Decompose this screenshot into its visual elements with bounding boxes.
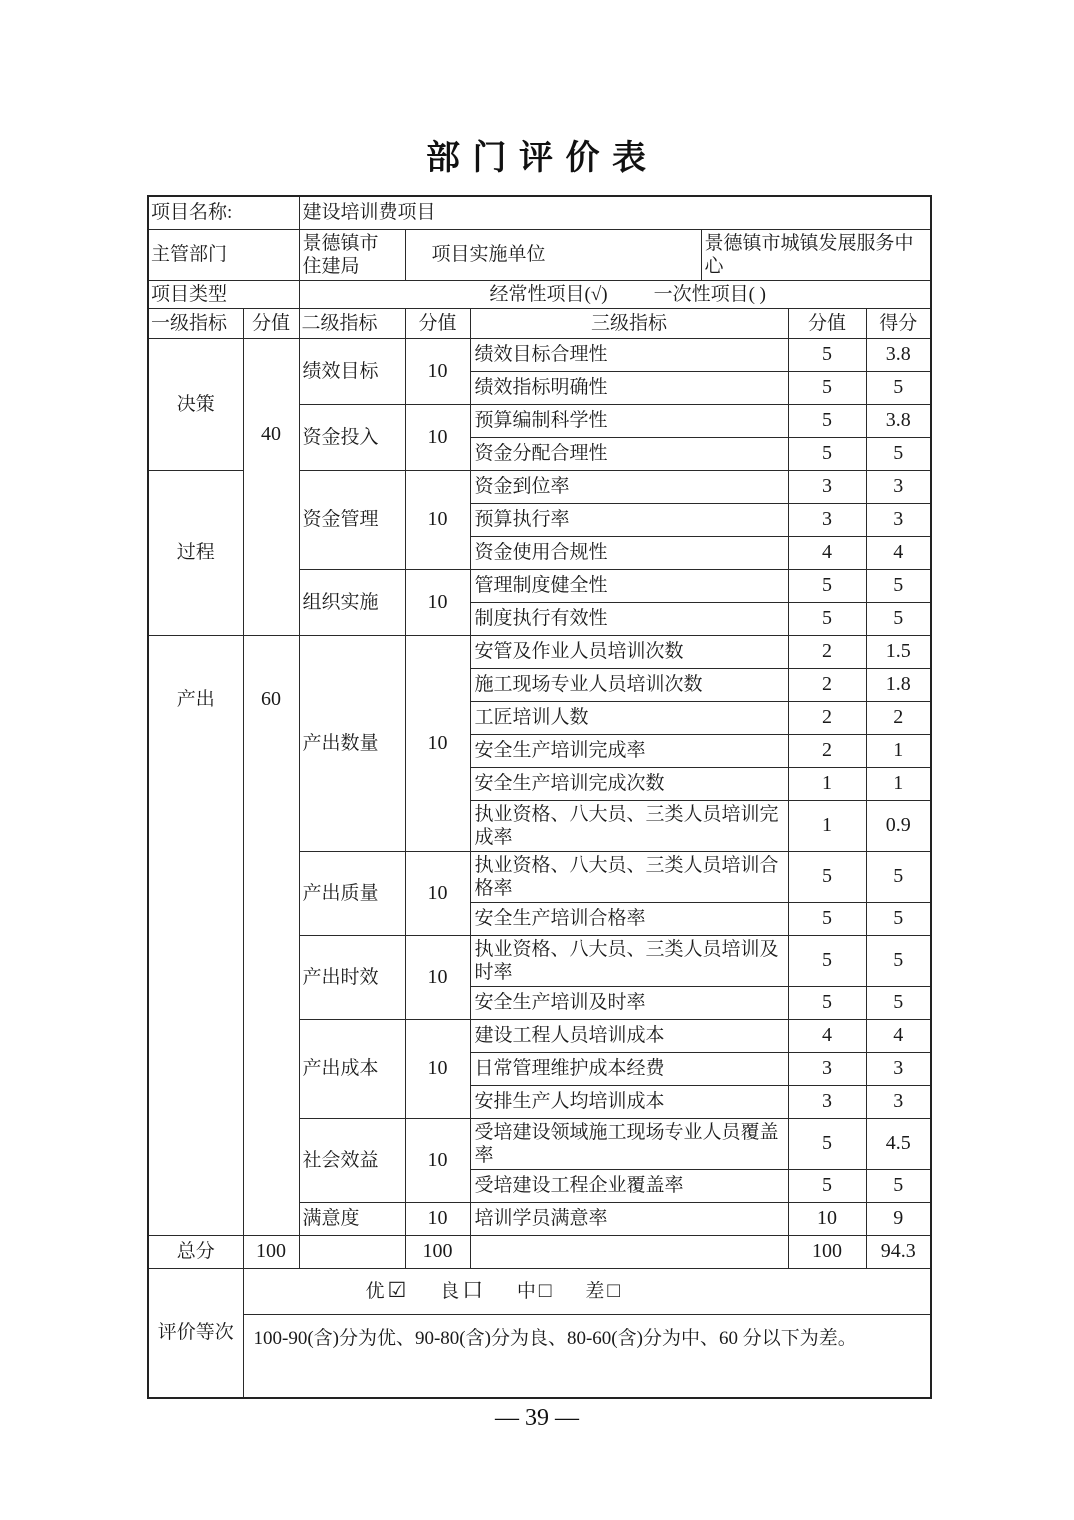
level2-cell: 社会效益 bbox=[299, 1118, 405, 1202]
indicator-name: 执业资格、八大员、三类人员培训完成率 bbox=[470, 800, 788, 851]
indicator-earned: 4 bbox=[866, 1019, 931, 1052]
rating-option-excellent bbox=[365, 1278, 407, 1302]
total-score2: 100 bbox=[405, 1235, 470, 1268]
col-header-level2: 二级指标 bbox=[299, 308, 405, 338]
project-type-label: 项目类型 bbox=[148, 280, 299, 308]
col-header-score1: 分值 bbox=[243, 308, 299, 338]
level2-cell: 资金管理 bbox=[299, 470, 405, 569]
indicator-score: 5 bbox=[788, 986, 866, 1019]
empty-checkbox-icon: 口 bbox=[462, 1278, 484, 1302]
rating-grade: 良 bbox=[440, 1281, 460, 1302]
indicator-name: 安管及作业人员培训次数 bbox=[470, 635, 788, 668]
indicator-earned: 5 bbox=[866, 437, 931, 470]
rating-grade: 差 bbox=[585, 1281, 605, 1302]
indicator-score: 2 bbox=[788, 734, 866, 767]
level2-score: 10 bbox=[405, 1118, 470, 1202]
indicator-earned: 4.5 bbox=[866, 1118, 931, 1169]
department-row bbox=[148, 229, 931, 280]
indicator-name: 执业资格、八大员、三类人员培训合格率 bbox=[470, 851, 788, 902]
page-number: — 39 — bbox=[495, 1405, 579, 1431]
level2-cell: 产出时效 bbox=[299, 935, 405, 1019]
indicator-score: 4 bbox=[788, 536, 866, 569]
total-empty-cell bbox=[299, 1235, 405, 1268]
indicator-earned: 1.5 bbox=[866, 635, 931, 668]
indicator-name: 预算执行率 bbox=[470, 503, 788, 536]
indicator-score: 5 bbox=[788, 851, 866, 902]
level1-cell-output: 产出 bbox=[148, 635, 243, 1235]
indicator-earned: 4 bbox=[866, 536, 931, 569]
department-label: 主管部门 bbox=[148, 229, 299, 280]
level2-score: 10 bbox=[405, 851, 470, 935]
indicator-score: 1 bbox=[788, 800, 866, 851]
level1-score-decision-process: 40 bbox=[243, 338, 299, 635]
col-header-level3: 三级指标 bbox=[470, 308, 788, 338]
indicator-score: 2 bbox=[788, 701, 866, 734]
indicator-earned: 1 bbox=[866, 734, 931, 767]
level2-cell: 绩效目标 bbox=[299, 338, 405, 404]
indicator-score: 5 bbox=[788, 1118, 866, 1169]
level2-cell: 资金投入 bbox=[299, 404, 405, 470]
indicator-name: 安全生产培训完成率 bbox=[470, 734, 788, 767]
indicator-score: 5 bbox=[788, 1169, 866, 1202]
indicator-name: 制度执行有效性 bbox=[470, 602, 788, 635]
total-empty-cell bbox=[470, 1235, 788, 1268]
project-type-value bbox=[299, 280, 931, 308]
level2-score: 10 bbox=[405, 470, 470, 569]
level1-score-output: 60 bbox=[243, 635, 299, 1235]
level2-score: 10 bbox=[405, 338, 470, 404]
indicator-name: 安全生产培训及时率 bbox=[470, 986, 788, 1019]
col-header-level1: 一级指标 bbox=[148, 308, 243, 338]
indicator-name: 资金到位率 bbox=[470, 470, 788, 503]
indicator-name: 执业资格、八大员、三类人员培训及时率 bbox=[470, 935, 788, 986]
indicator-name: 安排生产人均培训成本 bbox=[470, 1085, 788, 1118]
total-row bbox=[148, 1235, 931, 1268]
indicator-earned: 9 bbox=[866, 1202, 931, 1235]
indicator-score: 3 bbox=[788, 1085, 866, 1118]
project-type-onetime-option: 一次性项目( ) bbox=[653, 283, 766, 305]
indicator-name: 安全生产培训完成次数 bbox=[470, 767, 788, 800]
checked-checkbox-icon: ☑ bbox=[387, 1278, 407, 1302]
indicator-name: 建设工程人员培训成本 bbox=[470, 1019, 788, 1052]
level2-cell: 产出数量 bbox=[299, 635, 405, 851]
header-row bbox=[148, 308, 931, 338]
project-type-row bbox=[148, 280, 931, 308]
indicator-name: 工匠培训人数 bbox=[470, 701, 788, 734]
indicator-earned: 5 bbox=[866, 902, 931, 935]
project-name-label: 项目名称: bbox=[148, 196, 299, 229]
indicator-row bbox=[148, 338, 931, 371]
level2-cell: 产出成本 bbox=[299, 1019, 405, 1118]
indicator-name: 绩效指标明确性 bbox=[470, 371, 788, 404]
indicator-score: 3 bbox=[788, 470, 866, 503]
indicator-earned: 3 bbox=[866, 1085, 931, 1118]
total-score1: 100 bbox=[243, 1235, 299, 1268]
department-value-text: 景德镇市住建局 bbox=[302, 232, 379, 277]
indicator-earned: 5 bbox=[866, 935, 931, 986]
indicator-earned: 1 bbox=[866, 767, 931, 800]
indicator-earned: 1.8 bbox=[866, 668, 931, 701]
rating-label: 评价等次 bbox=[148, 1268, 243, 1398]
level1-cell-decision: 决策 bbox=[148, 338, 243, 470]
level1-cell-process: 过程 bbox=[148, 470, 243, 635]
indicator-earned: 3 bbox=[866, 1052, 931, 1085]
level2-score: 10 bbox=[405, 404, 470, 470]
indicator-score: 5 bbox=[788, 602, 866, 635]
indicator-earned: 5 bbox=[866, 569, 931, 602]
indicator-earned: 3 bbox=[866, 470, 931, 503]
col-header-score2: 分值 bbox=[405, 308, 470, 338]
rating-note-row bbox=[148, 1314, 931, 1398]
implementer-label: 项目实施单位 bbox=[405, 229, 701, 280]
indicator-earned: 5 bbox=[866, 986, 931, 1019]
level2-score: 10 bbox=[405, 935, 470, 1019]
rating-option-poor bbox=[585, 1278, 621, 1302]
project-name-row bbox=[148, 196, 931, 229]
indicator-score: 1 bbox=[788, 767, 866, 800]
level2-cell: 产出质量 bbox=[299, 851, 405, 935]
indicator-earned: 5 bbox=[866, 851, 931, 902]
total-score3: 100 bbox=[788, 1235, 866, 1268]
implementer-value: 景德镇市城镇发展服务中心 bbox=[701, 229, 931, 280]
total-earned: 94.3 bbox=[866, 1235, 931, 1268]
indicator-earned: 5 bbox=[866, 1169, 931, 1202]
indicator-name: 安全生产培训合格率 bbox=[470, 902, 788, 935]
level2-cell: 满意度 bbox=[299, 1202, 405, 1235]
col-header-earned: 得分 bbox=[866, 308, 931, 338]
level2-score: 10 bbox=[405, 635, 470, 851]
empty-checkbox-icon: □ bbox=[607, 1278, 621, 1302]
rating-note: 100-90(含)分为优、90-80(含)分为良、80-60(含)分为中、60 分以下为差。 bbox=[243, 1314, 931, 1398]
indicator-name: 培训学员满意率 bbox=[470, 1202, 788, 1235]
indicator-score: 5 bbox=[788, 404, 866, 437]
indicator-name: 资金使用合规性 bbox=[470, 536, 788, 569]
indicator-name: 预算编制科学性 bbox=[470, 404, 788, 437]
indicator-earned: 3 bbox=[866, 503, 931, 536]
indicator-row bbox=[148, 635, 931, 668]
level2-score: 10 bbox=[405, 1019, 470, 1118]
indicator-earned: 0.9 bbox=[866, 800, 931, 851]
indicator-earned: 5 bbox=[866, 602, 931, 635]
project-name-value: 建设培训费项目 bbox=[299, 196, 931, 229]
col-header-score3: 分值 bbox=[788, 308, 866, 338]
rating-options-row bbox=[148, 1268, 931, 1314]
indicator-name: 绩效目标合理性 bbox=[470, 338, 788, 371]
rating-options bbox=[243, 1268, 931, 1314]
indicator-score: 5 bbox=[788, 371, 866, 404]
indicator-score: 2 bbox=[788, 635, 866, 668]
indicator-score: 3 bbox=[788, 1052, 866, 1085]
page-title: 部 门 评 价 表 bbox=[426, 140, 648, 177]
empty-checkbox-icon: □ bbox=[538, 1278, 552, 1302]
indicator-score: 5 bbox=[788, 338, 866, 371]
project-type-recurring-option: 经常性项目(√) bbox=[489, 283, 608, 305]
department-value bbox=[299, 229, 405, 280]
rating-grade: 优 bbox=[365, 1281, 385, 1302]
indicator-score: 5 bbox=[788, 902, 866, 935]
rating-grade: 中 bbox=[516, 1281, 536, 1302]
indicator-name: 施工现场专业人员培训次数 bbox=[470, 668, 788, 701]
total-label: 总分 bbox=[148, 1235, 243, 1268]
indicator-earned: 2 bbox=[866, 701, 931, 734]
indicator-score: 2 bbox=[788, 668, 866, 701]
indicator-name: 受培建设领域施工现场专业人员覆盖率 bbox=[470, 1118, 788, 1169]
level2-cell: 组织实施 bbox=[299, 569, 405, 635]
indicator-earned: 5 bbox=[866, 371, 931, 404]
indicator-score: 10 bbox=[788, 1202, 866, 1235]
indicator-score: 5 bbox=[788, 437, 866, 470]
indicator-earned: 3.8 bbox=[866, 404, 931, 437]
indicator-score: 3 bbox=[788, 503, 866, 536]
indicator-score: 5 bbox=[788, 935, 866, 986]
indicator-score: 5 bbox=[788, 569, 866, 602]
level2-score: 10 bbox=[405, 1202, 470, 1235]
indicator-name: 受培建设工程企业覆盖率 bbox=[470, 1169, 788, 1202]
rating-option-good bbox=[440, 1278, 484, 1302]
indicator-name: 日常管理维护成本经费 bbox=[470, 1052, 788, 1085]
level2-score: 10 bbox=[405, 569, 470, 635]
rating-option-medium bbox=[516, 1278, 552, 1302]
indicator-score: 4 bbox=[788, 1019, 866, 1052]
indicator-name: 资金分配合理性 bbox=[470, 437, 788, 470]
indicator-name: 管理制度健全性 bbox=[470, 569, 788, 602]
indicator-earned: 3.8 bbox=[866, 338, 931, 371]
evaluation-table bbox=[147, 195, 932, 1399]
